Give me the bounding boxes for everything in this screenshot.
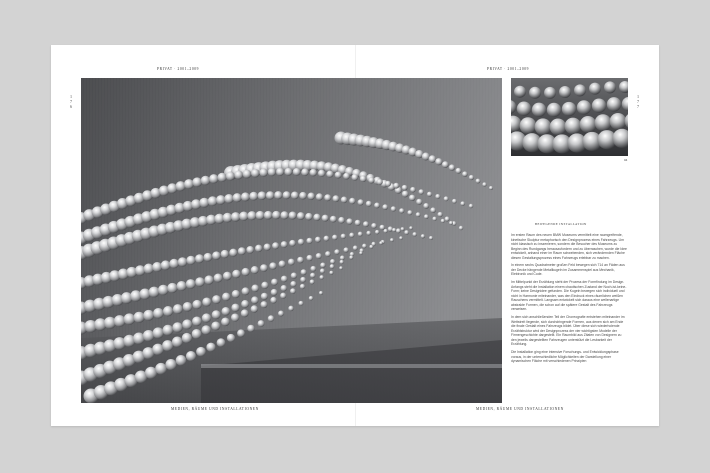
right-page-number: 1 7 7: [637, 95, 639, 109]
sphere-detail-photo: [511, 78, 628, 156]
right-running-head: PRIVAT · 2001–2009: [487, 67, 530, 71]
left-running-head: PRIVAT · 2001–2009: [157, 67, 200, 71]
paragraph: Im ersten Raum des neuen BMW Museums vermittelt eine raumgreifende, kinetische Skulptur metaphorisch den Designprozess eines Fahrzeugs. Um nicht klassisch zu inszenieren, sondern die Besucher des Museums zu Beginn des Rundgangs herauszufordern und zu überraschen, wurde die Idee entwickelt, anhand einer im Raum schwebenden, sich verändernden Fläche diesen Gestaltungsprozess eines Fahrzeugs erlebbar zu machen.: [511, 233, 627, 260]
left-running-foot: MEDIEN, RÄUME UND INSTALLATIONEN: [171, 407, 259, 411]
paragraph: Die Installation ging eine intensive Forschungs- und Entwicklungsphase voraus, in der unterschiedliche Möglichkeiten der Darstellung einer dynamischen Fläche mit verschiedenen Prinzipien: [511, 350, 619, 364]
right-running-foot: MEDIEN, RÄUME UND INSTALLATIONEN: [476, 407, 564, 411]
figure-number: 04: [624, 158, 628, 162]
section-heading: BEWEGENDE INSTALLATION: [535, 222, 587, 226]
article-body: [511, 233, 628, 367]
paragraph: Im Mittelpunkt der Erzählung steht der Prozess der Formfindung im Design. Anfangs steht die Installation einem chaotischen Zustand der Noch-ist-keine-Form; keine Designidee gefunden. Die Kugeln bewegen sich individuell und nicht in Harmonie miteinander, was den Eindruck eines räumlichen weißen Rauschens vermittelt. Langsam entwickelt sich daraus eine wellenartige abstrakte Formen, die schon auf die spätere Gestalt des Fahrzeugs verweisen.: [511, 280, 627, 312]
left-page-number: 1 7 6: [70, 95, 72, 109]
paragraph: In einem sechs Quadratmeter großen Feld bewegen sich 714 an Fäden aus der Decke hängende Metallkugeln im Zusammenspiel aus Mechanik, Elektronik und Code.: [511, 263, 625, 277]
paragraph: In dem sich anschließenden Teil der Choreografie entstehen miteinander im Wettstreit liegende, sich durchdringende Formen, aus denen sich am Ende die finale Gestalt eines Fahrzeugs bildet. Über diese sich wiederholende Erzählstruktur wird der Designprozess der vier wichtigsten Modelle der Firmengeschichte dargestellt. Ein Raumbild aus Zitaten von Designern zu den jeweils dargestellten Fahrzeugen unterstützt die Lesbarkeit der Erzählung.: [511, 315, 625, 347]
kinetic-sculpture-photo: [81, 78, 502, 403]
magazine-spread: [51, 45, 659, 426]
